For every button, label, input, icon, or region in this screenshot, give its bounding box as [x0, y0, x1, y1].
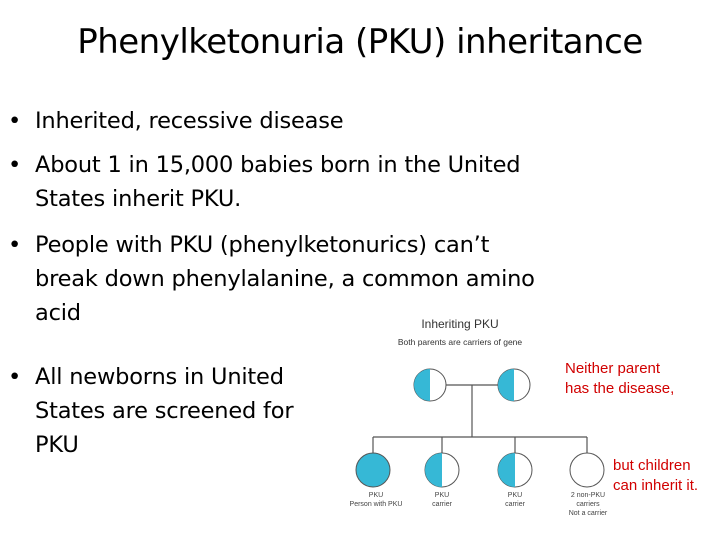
child-carrier-circle	[498, 453, 532, 487]
child-caption: PKU Person with PKU	[349, 492, 403, 508]
bullet-dot: •	[8, 152, 22, 178]
child-caption: PKU carrier	[505, 492, 525, 508]
bullet-dot: •	[8, 364, 22, 390]
bullet-dot: •	[8, 108, 22, 134]
bullet-item	[8, 360, 294, 462]
child-caption: 2 non-PKU carriers Not a carrier	[568, 492, 608, 517]
bullet-text: People with PKU (phenylketonurics) can’t break down phenylalanine, a common amino acid	[35, 232, 535, 326]
pedigree-figure	[342, 313, 622, 525]
bullet-text: Inherited, recessive disease	[35, 108, 344, 134]
bullet-item	[8, 148, 521, 216]
parent-left-carrier-circle	[414, 369, 446, 401]
child-caption: PKU carrier	[432, 492, 452, 508]
parent-right-carrier-circle	[498, 369, 530, 401]
figure-title: Inheriting PKU	[421, 317, 499, 331]
bullet-text: About 1 in 15,000 babies born in the United States inherit PKU.	[35, 152, 521, 212]
pedigree-lines	[373, 385, 587, 453]
slide-title: Phenylketonuria (PKU) inheritance	[77, 22, 643, 62]
child-carrier-circle	[425, 453, 459, 487]
child-unaffected-circle	[570, 453, 604, 487]
bullet-item	[8, 104, 344, 138]
children-note: but children can inherit it.	[613, 457, 699, 494]
figure-subtitle: Both parents are carriers of gene	[397, 337, 523, 347]
bullet-text: All newborns in United States are screened for PKU	[35, 364, 294, 458]
bullet-dot: •	[8, 232, 22, 258]
child-affected-circle	[356, 453, 390, 487]
parents-note: Neither parent has the disease,	[565, 360, 675, 397]
